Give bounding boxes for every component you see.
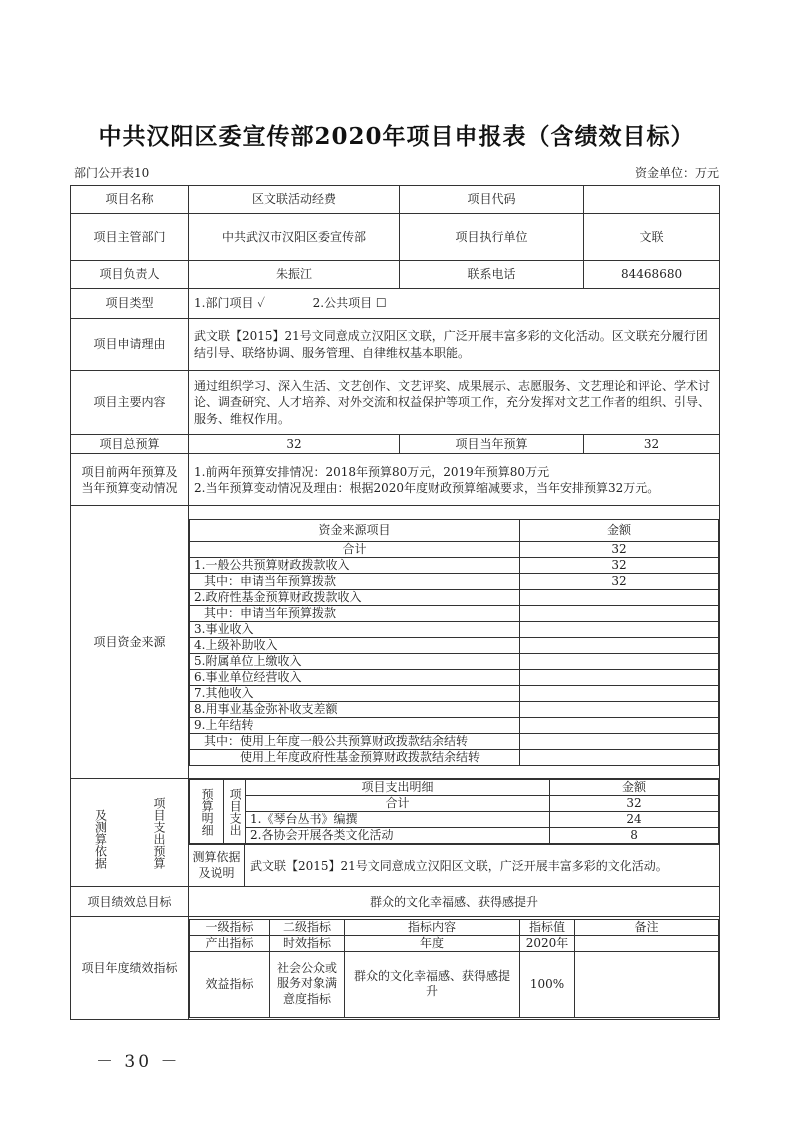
perf-cell: 年度: [345, 935, 520, 951]
perf-cell: 产出指标: [190, 935, 270, 951]
current-budget-value: 32: [584, 435, 720, 454]
row-budget-change: [71, 454, 720, 506]
row-content: [71, 371, 720, 435]
perf-goal-value: 群众的文化幸福感、获得感提升: [189, 887, 720, 917]
exec-unit-value: 文联: [584, 214, 720, 261]
perf-cell: 时效指标: [270, 935, 345, 951]
content-label: 项目主要内容: [71, 371, 189, 435]
exec-unit-label: 项目执行单位: [400, 214, 584, 261]
page-title: 中共汉阳区委宣传部2020年项目申报表（含绩效目标）: [98, 123, 695, 150]
funding-amount: [520, 637, 719, 653]
funding-item: 其中：申请当年预算拨款: [190, 605, 520, 621]
project-code-value: [584, 186, 720, 214]
expense-row: [190, 812, 719, 828]
row-total-budget: [71, 435, 720, 454]
basis-label: 测算依据及说明: [189, 845, 245, 887]
budget-change-value: [189, 454, 720, 506]
funding-row: [190, 669, 719, 685]
budget-change-line2: 2.当年预算变动情况及理由：根据2020年度财政预算缩减要求，当年安排预算32万元。: [194, 480, 660, 495]
row-type: [71, 289, 720, 319]
expense-amount: 32: [550, 796, 719, 812]
row-department: [71, 214, 720, 261]
perf-annual-label: 项目年度绩效指标: [71, 917, 189, 1020]
funding-cell: [189, 506, 720, 779]
type-option-dept: 1.部门项目 ✓: [194, 296, 266, 311]
funding-row: [190, 605, 719, 621]
reason-value: 武文联【2015】21号文同意成立汉阳区文联，广泛开展丰富多彩的文化活动。区文联充分履行团结引导、联络协调、服务管理、自律维权基本职能。: [189, 319, 720, 371]
expense-item: 合计: [246, 796, 550, 812]
funding-row: [190, 685, 719, 701]
funding-label: 项目资金来源: [71, 506, 189, 779]
project-name-label: 项目名称: [71, 186, 189, 214]
funding-item: 其中：申请当年预算拨款: [190, 573, 520, 589]
funding-item: 5.附属单位上缴收入: [190, 653, 520, 669]
content-value: 通过组织学习、深入生活、文艺创作、文艺评奖、成果展示、志愿服务、文艺理论和评论、学术讨论、调查研究、人才培养、对外交流和权益保护等项工作，充分发挥对文艺工作者的组织、引导、服务、维权作用。: [189, 371, 720, 435]
funding-item: 6.事业单位经营收入: [190, 669, 520, 685]
funding-amount: [520, 605, 719, 621]
dept-label: 项目主管部门: [71, 214, 189, 261]
funding-amount: [520, 717, 719, 733]
funding-amount: [520, 621, 719, 637]
budget-change-label: 项目前两年预算及当年预算变动情况: [71, 454, 189, 506]
basis-value: 武文联【2015】21号文同意成立汉阳区文联，广泛开展丰富多彩的文化活动。: [245, 845, 720, 887]
funding-header-amount: 金额: [520, 519, 719, 541]
expense-outer-label: [71, 779, 189, 887]
expense-amount: 24: [550, 812, 719, 828]
funding-amount: 32: [520, 573, 719, 589]
perf-header-cell: 备注: [575, 919, 719, 935]
funding-item: 8.用事业基金弥补收支差额: [190, 701, 520, 717]
funding-amount: [520, 733, 719, 749]
expense-outer-label-a: 项目支出预算: [151, 796, 166, 869]
unit-note: 资金单位：万元: [634, 166, 719, 180]
funding-item: 2.政府性基金预算财政拨款收入: [190, 589, 520, 605]
funding-row: [190, 541, 719, 557]
perf-header-cell: 指标值: [520, 919, 575, 935]
funding-item: 使用上年度政府性基金预算财政拨款结余结转: [190, 749, 520, 765]
owner-value: 朱振江: [189, 261, 400, 289]
funding-item: 1.一般公共预算财政拨款收入: [190, 557, 520, 573]
funding-row: [190, 733, 719, 749]
perf-cell: 2020年: [520, 935, 575, 951]
funding-amount: [520, 589, 719, 605]
funding-row: [190, 573, 719, 589]
perf-annual-table: [189, 919, 719, 1018]
reason-label: 项目申请理由: [71, 319, 189, 371]
expense-header-amount: 金额: [550, 780, 719, 796]
funding-header-item: 资金来源项目: [190, 519, 520, 541]
row-owner: [71, 261, 720, 289]
expense-row: [190, 796, 719, 812]
project-form-table: [70, 185, 720, 1020]
funding-row: [190, 589, 719, 605]
perf-cell: 100%: [520, 951, 575, 1017]
funding-item: 7.其他收入: [190, 685, 520, 701]
funding-row: [190, 621, 719, 637]
funding-row: [190, 637, 719, 653]
perf-header-cell: 二级指标: [270, 919, 345, 935]
funding-item: 合计: [190, 541, 520, 557]
perf-goal-label: 项目绩效总目标: [71, 887, 189, 917]
perf-row: [190, 951, 719, 1017]
type-options: [189, 289, 720, 319]
funding-item: 其中：使用上年度一般公共预算财政拨款结余结转: [190, 733, 520, 749]
row-expense-budget: [71, 779, 720, 845]
funding-item: 9.上年结转: [190, 717, 520, 733]
expense-amount: 8: [550, 828, 719, 844]
perf-cell: 群众的文化幸福感、获得感提升: [345, 951, 520, 1017]
funding-row: [190, 701, 719, 717]
expense-outer-label-b: 及测算依据: [93, 808, 108, 869]
expense-inner-label-b: 预算明细: [190, 780, 224, 844]
row-project-name: [71, 186, 720, 214]
owner-label: 项目负责人: [71, 261, 189, 289]
page-number: － 30 －: [96, 1052, 181, 1072]
perf-cell: 社会公众或服务对象满意度指标: [270, 951, 345, 1017]
expense-item: 1.《琴台丛书》编撰: [246, 812, 550, 828]
current-budget-label: 项目当年预算: [400, 435, 584, 454]
expense-cell: [189, 779, 720, 845]
funding-amount: [520, 669, 719, 685]
funding-row: [190, 749, 719, 765]
expense-row: [190, 828, 719, 844]
project-name-value: 区文联活动经费: [189, 186, 400, 214]
row-reason: [71, 319, 720, 371]
perf-cell: [575, 935, 719, 951]
project-code-label: 项目代码: [400, 186, 584, 214]
funding-amount: 32: [520, 557, 719, 573]
perf-header-cell: 指标内容: [345, 919, 520, 935]
perf-row: [190, 935, 719, 951]
funding-amount: 32: [520, 541, 719, 557]
expense-inner-label-a: 项目支出: [224, 780, 246, 844]
type-label: 项目类型: [71, 289, 189, 319]
funding-row: [190, 653, 719, 669]
phone-value: 84468680: [584, 261, 720, 289]
perf-header-cell: 一级指标: [190, 919, 270, 935]
funding-item: 3.事业收入: [190, 621, 520, 637]
perf-annual-cell: [189, 917, 720, 1020]
perf-cell: [575, 951, 719, 1017]
funding-item: 4.上级补助收入: [190, 637, 520, 653]
dept-value: 中共武汉市汉阳区委宣传部: [189, 214, 400, 261]
expense-table: [189, 779, 719, 844]
expense-item: 2.各协会开展各类文化活动: [246, 828, 550, 844]
funding-amount: [520, 749, 719, 765]
row-perf-annual: [71, 917, 720, 1020]
expense-header-item: 项目支出明细: [246, 780, 550, 796]
row-funding-sources: [71, 506, 720, 779]
row-perf-goal: [71, 887, 720, 917]
total-budget-label: 项目总预算: [71, 435, 189, 454]
perf-cell: 效益指标: [190, 951, 270, 1017]
form-number: 部门公开表10: [74, 166, 150, 180]
funding-amount: [520, 701, 719, 717]
type-option-public: 2.公共项目 ☐: [312, 296, 387, 311]
perf-header-row: [190, 919, 719, 935]
funding-table: [189, 519, 719, 766]
funding-row: [190, 557, 719, 573]
total-budget-value: 32: [189, 435, 400, 454]
funding-amount: [520, 685, 719, 701]
funding-amount: [520, 653, 719, 669]
phone-label: 联系电话: [400, 261, 584, 289]
budget-change-line1: 1.前两年预算安排情况：2018年预算80万元，2019年预算80万元: [194, 464, 550, 479]
funding-row: [190, 717, 719, 733]
